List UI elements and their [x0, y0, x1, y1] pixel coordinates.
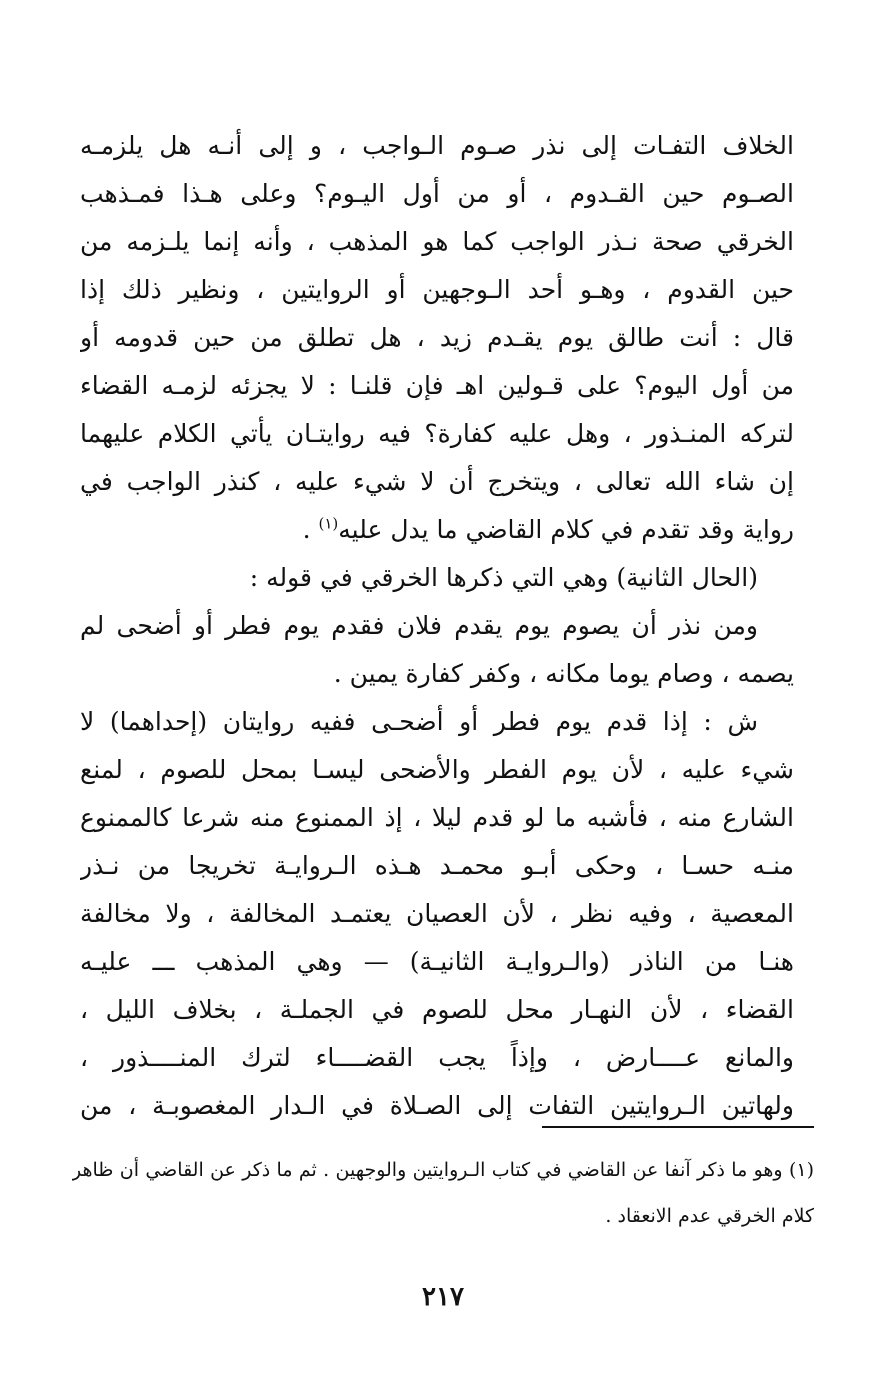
matn-line: يصمه ، وصام يوما مكانه ، وكفر كفارة يمين . — [333, 659, 794, 688]
footnotes — [72, 1150, 814, 1242]
text-line: الخلاف التفـات إلى نذر صـوم الـواجب ، و إلى أنـه هل يلزمـه — [80, 131, 794, 160]
text-line: إن شاء الله تعالى ، ويتخرج أن لا شيء عليه ، كنذر الواجب في — [80, 467, 794, 496]
footnote-line: (١) وهو ما ذكر آنفا عن القاضي في كتاب الـروايتين والوجهين . ثم ما ذكر عن القاضي أن ظاهر — [72, 1159, 814, 1181]
page-number: ٢١٧ — [422, 1282, 464, 1312]
text-line: قال : أنت طالق يوم يقـدم زيد ، هل تطلق من حين قدومه أو — [80, 323, 794, 352]
footnote-line: كلام الخرقي عدم الانعقاد . — [605, 1205, 814, 1227]
sharh-line: ش : إذا قدم يوم فطر أو أضحـى ففيه روايتان (إحداهما) لا — [80, 707, 758, 736]
line-end-mark: . — [302, 515, 319, 544]
footnote-reference: (١) — [318, 514, 339, 533]
sharh-line: ولهاتين الـروايتين التفات إلى الصـلاة في الـدار المغصوبـة ، من — [80, 1091, 794, 1120]
text-line-content: رواية وقد تقدم في كلام القاضي ما يدل عليه — [338, 515, 794, 544]
sharh-line: القضاء ، لأن النهـار محل للصوم في الجملـة ، بخلاف الليل ، — [80, 995, 794, 1024]
sharh-line: منـه حسـا ، وحكى أبـو محمـد هـذه الـروايـة تخريجا من نـذر — [80, 851, 794, 880]
text-line — [80, 506, 794, 554]
matn-line: ومن نذر أن يصوم يوم يقدم فلان فقدم يوم فطر أو أضحى لم — [80, 611, 758, 640]
sharh-line: المعصية ، وفيه نظر ، لأن العصيان يعتمـد المخالفة ، ولا مخالفة — [80, 899, 794, 928]
text-line: من أول اليوم؟ على قـولين اهـ فإن قلنـا : لا يجزئه لزمـه القضاء — [80, 371, 794, 400]
main-text — [80, 122, 794, 1130]
sharh-line: شيء عليه ، لأن يوم الفطر والأضحى ليسـا بمحل للصوم ، لمنع — [80, 755, 794, 784]
section-heading-line: (الحال الثانية) وهي التي ذكرها الخرقي في قوله : — [249, 563, 758, 592]
text-line: لتركه المنـذور ، وهل عليه كفارة؟ فيه روايتـان يأتي الكلام عليهما — [80, 419, 794, 448]
sharh-line: الشارع منه ، فأشبه ما لو قدم ليلا ، إذ الممنوع منه شرعا كالممنوع — [80, 803, 794, 832]
text-line: حين القدوم ، وهـو أحد الـوجهين أو الروايتين ، ونظير ذلك إذا — [80, 275, 794, 304]
text-line: الخرقي صحة نـذر الواجب كما هو المذهب ، وأنه إنما يلـزمه من — [80, 227, 794, 256]
footnote-divider — [542, 1126, 814, 1128]
sharh-line: هنـا من الناذر (والـروايـة الثانيـة) — وهي المذهب ـــ عليـه — [80, 947, 794, 976]
text-line: الصـوم حين القـدوم ، أو من أول اليـوم؟ وعلى هـذا فمـذهب — [80, 179, 794, 208]
sharh-line: والمانع عــــارض ، وإذاً يجب القضــــاء لترك المنــــذور ، — [80, 1043, 794, 1072]
